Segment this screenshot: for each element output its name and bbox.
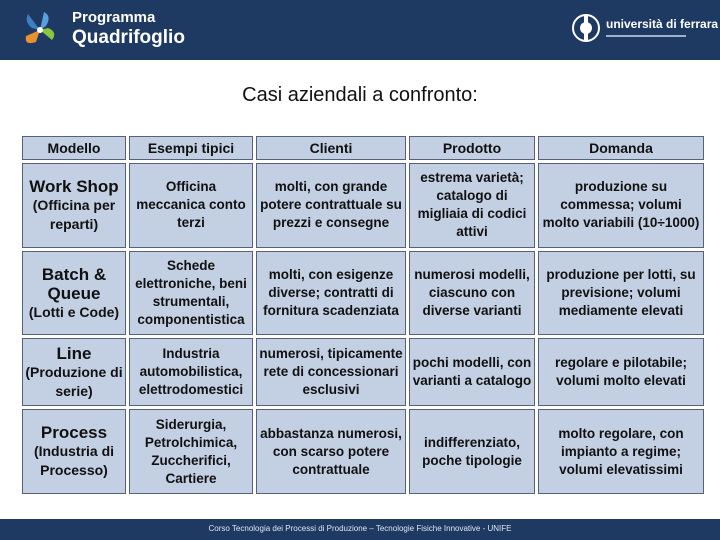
column-header: Esempi tipici	[129, 136, 253, 160]
table-header-row	[22, 136, 704, 160]
quadrifoglio-logo-icon	[14, 6, 66, 54]
model-cell	[22, 163, 126, 248]
brand-line-2: Quadrifoglio	[72, 27, 185, 48]
university-emblem-icon	[571, 12, 601, 44]
examples-cell: Siderurgia, Petrolchimica, Zuccherifici, Cartiere	[129, 409, 253, 494]
column-header: Clienti	[256, 136, 406, 160]
model-cell	[22, 251, 126, 336]
university-name: università di ferrara	[606, 17, 719, 31]
brand-name	[72, 10, 185, 47]
table-row	[22, 251, 704, 336]
comparison-table	[19, 133, 707, 497]
product-cell: indifferenziato, poche tipologie	[409, 409, 535, 494]
table-row	[22, 409, 704, 494]
model-cell	[22, 338, 126, 406]
column-header: Modello	[22, 136, 126, 160]
examples-cell: Schede elettroniche, beni strumentali, componentistica	[129, 251, 253, 336]
demand-cell: molto regolare, con impianto a regime; volumi elevatissimi	[538, 409, 704, 494]
model-subtitle: (Lotti e Code)	[28, 303, 120, 320]
slide-title: Casi aziendali a confronto:	[242, 84, 478, 106]
model-cell	[22, 409, 126, 494]
clients-cell: abbastanza numerosi, con scarso potere contrattuale	[256, 409, 406, 494]
footer-bar	[0, 519, 720, 540]
model-name: Work Shop	[29, 176, 119, 196]
clients-cell: numerosi, tipicamente rete di concessionari esclusivi	[256, 338, 406, 406]
university-subline	[606, 35, 686, 37]
product-cell: pochi modelli, con varianti a catalogo	[409, 338, 535, 406]
product-cell: numerosi modelli, ciascuno con diverse varianti	[409, 251, 535, 336]
demand-cell: regolare e pilotabile; volumi molto elevati	[538, 338, 704, 406]
column-header: Prodotto	[409, 136, 535, 160]
product-cell: estrema varietà; catalogo di migliaia di codici attivi	[409, 163, 535, 248]
brand-line-1: Programma	[72, 9, 156, 26]
model-name: Line	[56, 343, 92, 363]
model-subtitle: (Industria di Processo)	[33, 443, 115, 479]
model-name: Process	[40, 423, 108, 443]
demand-cell: produzione su commessa; volumi molto variabili (10÷1000)	[538, 163, 704, 248]
model-subtitle: (Officina per reparti)	[32, 196, 116, 232]
footer-text: Corso Tecnologia dei Processi di Produzione – Tecnologie Fisiche Innovative - UNIFE	[208, 524, 512, 533]
header-bar	[0, 0, 720, 60]
examples-cell: Officina meccanica conto terzi	[129, 163, 253, 248]
clients-cell: molti, con grande potere contrattuale su prezzi e consegne	[256, 163, 406, 248]
examples-cell: Industria automobilistica, elettrodomestici	[129, 338, 253, 406]
table-row	[22, 338, 704, 406]
clients-cell: molti, con esigenze diverse; contratti di fornitura scadenziata	[256, 251, 406, 336]
demand-cell: produzione per lotti, su previsione; volumi mediamente elevati	[538, 251, 704, 336]
table-row	[22, 163, 704, 248]
column-header: Domanda	[538, 136, 704, 160]
model-subtitle: (Produzione di serie)	[25, 363, 123, 399]
model-name: Batch & Queue	[41, 264, 107, 303]
